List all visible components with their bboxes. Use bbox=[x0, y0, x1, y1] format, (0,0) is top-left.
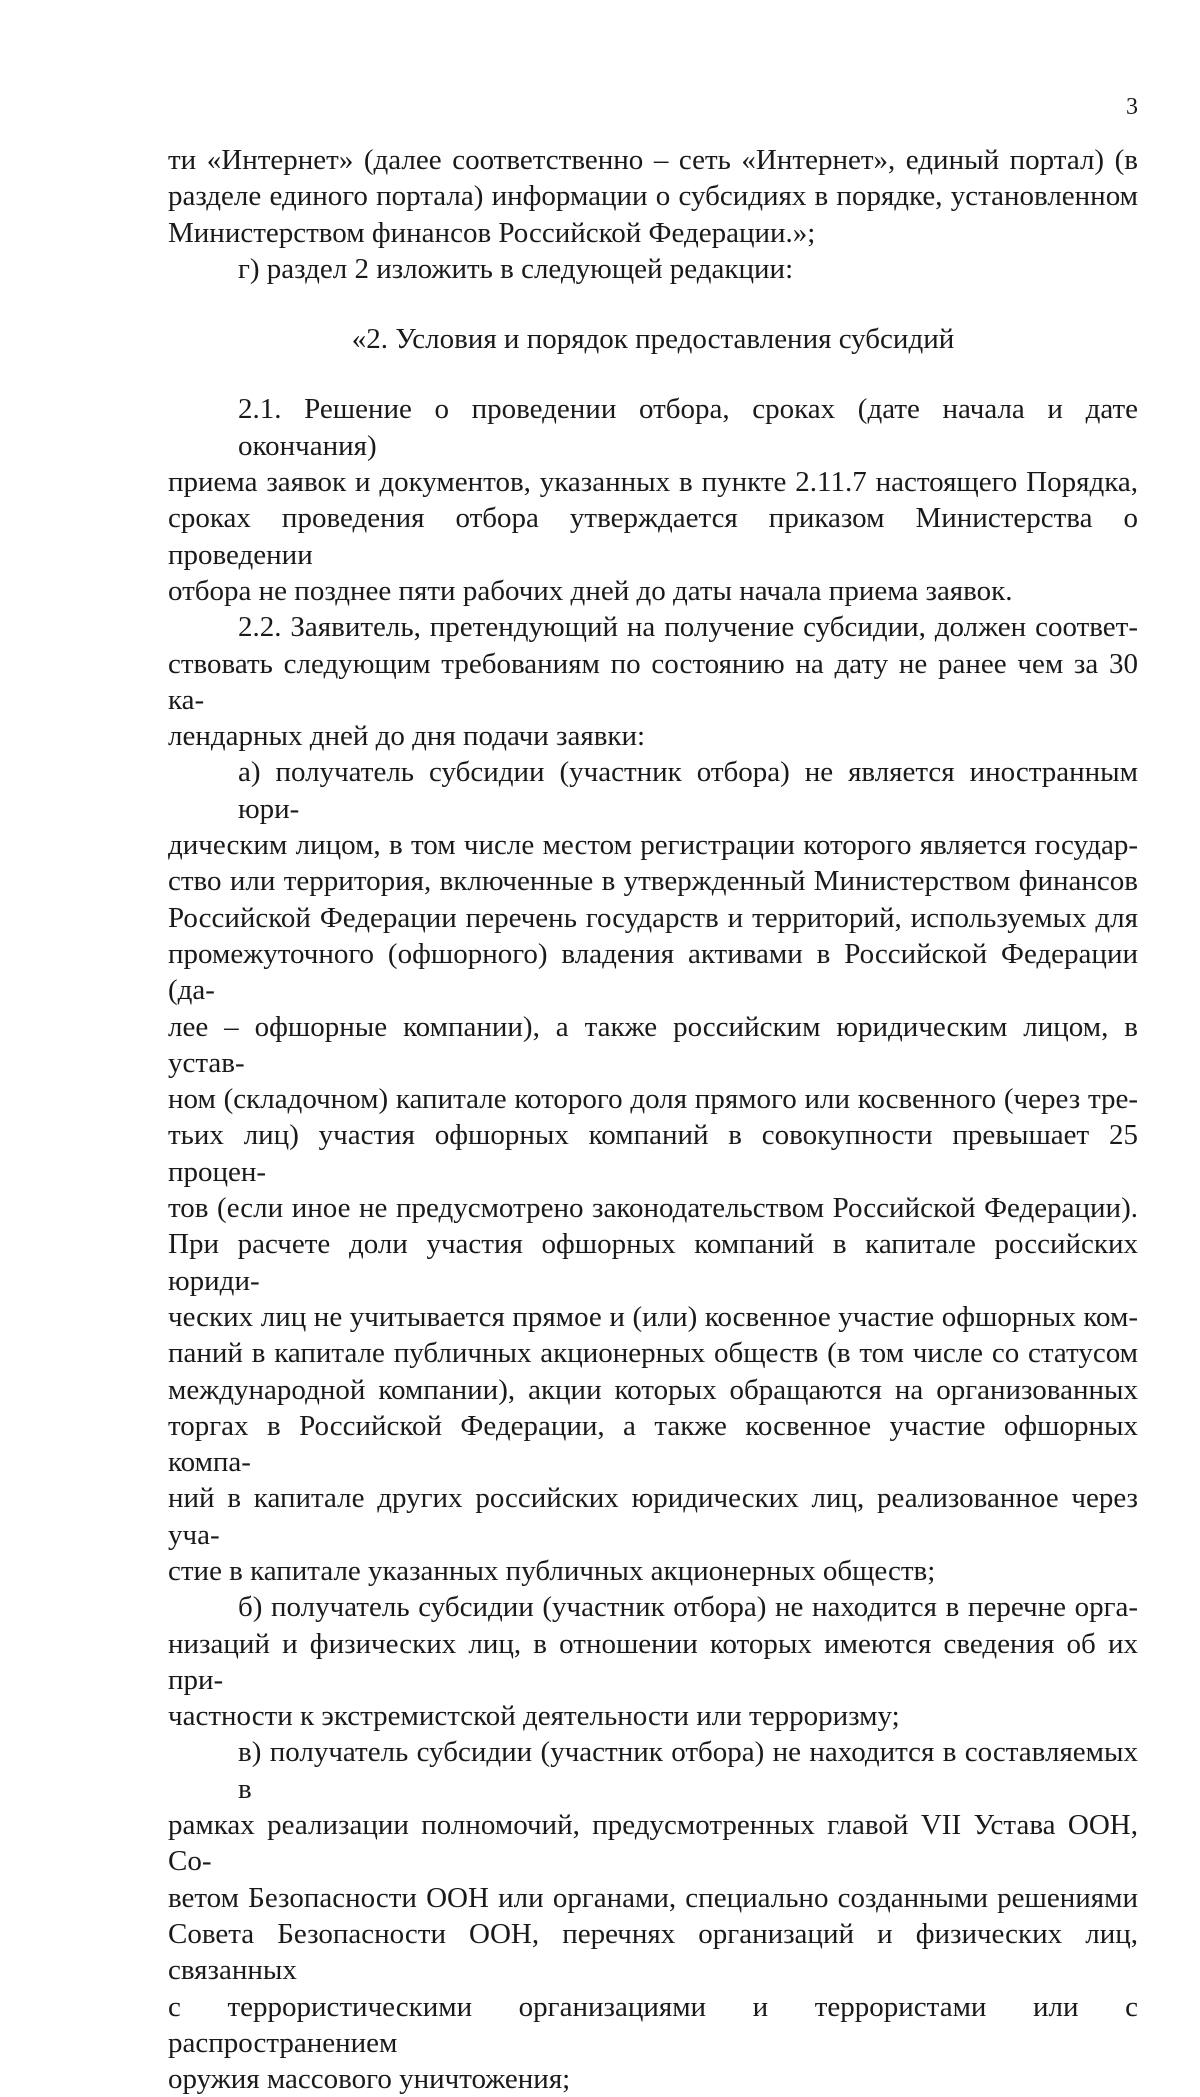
text-line: сроках проведения отбора утверждается приказом Министерства о проведении bbox=[168, 502, 1138, 571]
paragraph bbox=[168, 142, 1138, 251]
text-line: с террористическими организациями и террористами или с распространением bbox=[168, 1990, 1138, 2059]
text-line: б) получатель субсидии (участник отбора) не находится в перечне орга- bbox=[238, 1591, 1138, 1624]
text-line: Совета Безопасности ООН, перечнях организаций и физических лиц, связанных bbox=[168, 1917, 1138, 1987]
text-line: «2. Условия и порядок предоставления субсидий bbox=[351, 323, 955, 356]
paragraph bbox=[168, 251, 1138, 287]
text-line: тьих лиц) участия офшорных компаний в совокупности превышает 25 процен- bbox=[168, 1119, 1138, 1188]
text-line: дическим лицом, в том числе местом регистрации которого является государ- bbox=[168, 829, 1138, 862]
text-line: лее – офшорные компании), а также российским юридическим лицом, в устав- bbox=[168, 1010, 1138, 1079]
text-line: торгах в Российской Федерации, а также косвенное участие офшорных компа- bbox=[168, 1409, 1138, 1479]
paragraph bbox=[168, 609, 1138, 754]
text-line: г) раздел 2 изложить в следующей редакции: bbox=[238, 252, 794, 285]
text-line: а) получатель субсидии (участник отбора) не является иностранным юри- bbox=[238, 756, 1138, 825]
text-line: ном (складочном) капитале которого доля прямого или косвенного (через тре- bbox=[168, 1083, 1138, 1116]
paragraph bbox=[168, 1589, 1138, 1734]
text-line: в) получатель субсидии (участник отбора) не находится в составляемых в bbox=[238, 1736, 1138, 1805]
text-line: отбора не позднее пяти рабочих дней до даты начала приема заявок. bbox=[168, 574, 1013, 607]
text-line: тов (если иное не предусмотрено законодательством Российской Федерации). bbox=[168, 1192, 1138, 1225]
text-line: ти «Интернет» (далее соответственно – сеть «Интернет», единый портал) (в bbox=[168, 144, 1138, 176]
text-line: ний в капитале других российских юридических лиц, реализованное через уча- bbox=[168, 1482, 1138, 1551]
text-line: 2.2. Заявитель, претендующий на получение субсидии, должен соответ- bbox=[238, 611, 1138, 644]
text-line: низаций и физических лиц, в отношении которых имеются сведения об их при- bbox=[168, 1627, 1138, 1696]
text-line: оружия массового уничтожения; bbox=[168, 2063, 571, 2096]
text-line: частности к экстремистской деятельности или терроризму; bbox=[168, 1700, 900, 1733]
text-line: паний в капитале публичных акционерных обществ (в том числе со статусом bbox=[168, 1337, 1138, 1370]
text-line: лендарных дней до дня подачи заявки: bbox=[168, 720, 646, 753]
text-line: международной компании), акции которых обращаются на организованных bbox=[168, 1373, 1138, 1406]
text-line: Министерством финансов Российской Федерации.»; bbox=[168, 216, 816, 249]
text-line: разделе единого портала) информации о субсидиях в порядке, установленном bbox=[168, 180, 1138, 213]
text-line: Российской Федерации перечень государств и территорий, используемых для bbox=[168, 901, 1138, 934]
document-body bbox=[168, 142, 1138, 2097]
section-heading bbox=[168, 321, 1138, 357]
paragraph bbox=[168, 754, 1138, 1589]
paragraph bbox=[168, 1734, 1138, 2097]
text-line: промежуточного (офшорного) владения активами в Российской Федерации (да- bbox=[168, 937, 1138, 1007]
text-line: При расчете доли участия офшорных компаний в капитале российских юриди- bbox=[168, 1228, 1138, 1297]
page-number: 3 bbox=[1126, 94, 1138, 120]
paragraph bbox=[168, 391, 1138, 609]
text-line: 2.1. Решение о проведении отбора, сроках (дате начала и дате окончания) bbox=[238, 393, 1138, 462]
text-line: ствовать следующим требованиям по состоянию на дату не ранее чем за 30 ка- bbox=[168, 647, 1138, 716]
text-line: ческих лиц не учитывается прямое и (или) косвенное участие офшорных ком- bbox=[168, 1300, 1138, 1333]
text-line: ство или территория, включенные в утвержденный Министерством финансов bbox=[168, 865, 1138, 898]
text-line: ветом Безопасности ООН или органами, специально созданными решениями bbox=[168, 1881, 1138, 1914]
text-line: приема заявок и документов, указанных в пункте 2.11.7 настоящего Порядка, bbox=[168, 466, 1138, 499]
text-line: стие в капитале указанных публичных акционерных обществ; bbox=[168, 1554, 936, 1587]
text-line: рамках реализации полномочий, предусмотренных главой VII Устава ООН, Со- bbox=[168, 1809, 1138, 1878]
